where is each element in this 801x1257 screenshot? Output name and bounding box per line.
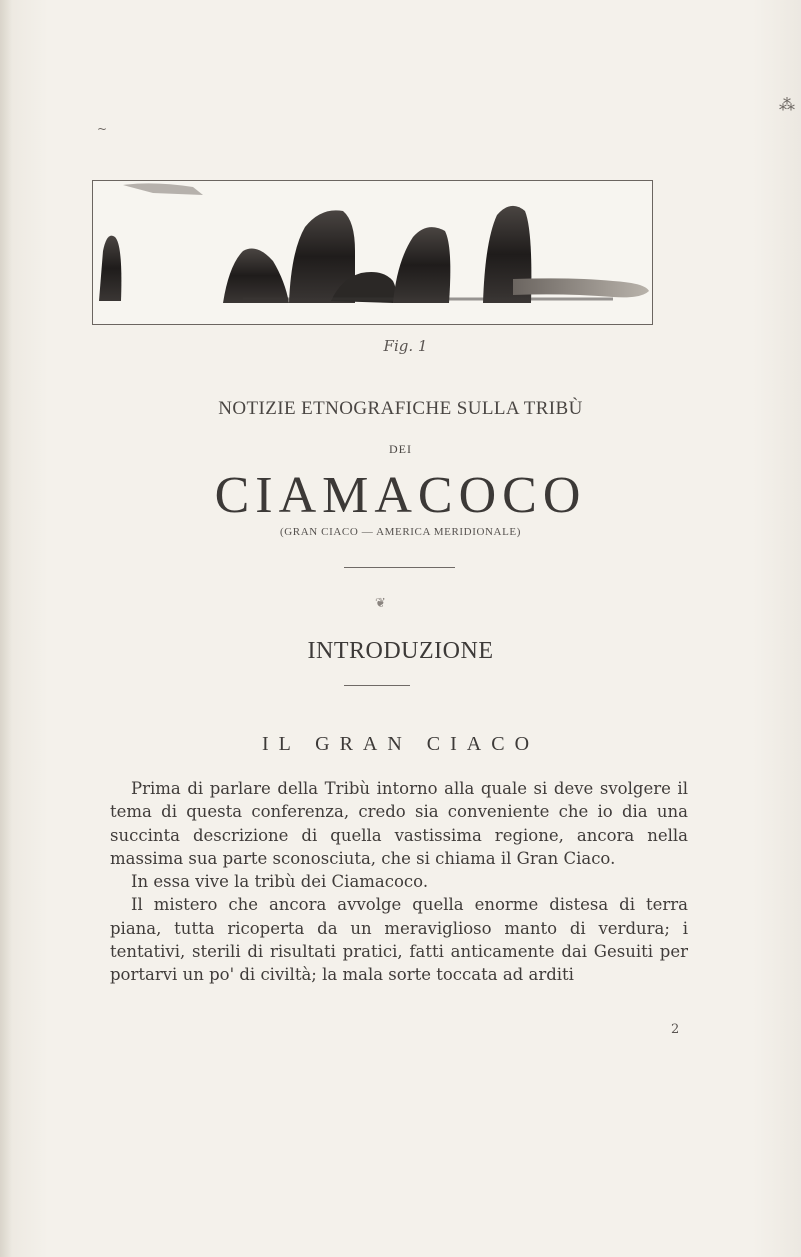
section-title: INTRODUZIONE [307, 638, 494, 664]
ornament-mark: ❦ [375, 596, 386, 611]
divider-rule [344, 567, 455, 568]
divider-rule [344, 685, 410, 686]
figure-caption: Fig. 1 [383, 337, 428, 355]
header-line-2: DEI [389, 442, 412, 456]
chapter-title: IL GRAN CIACO [261, 733, 540, 755]
artifacts-illustration [93, 181, 652, 324]
paragraph: Il mistero che ancora avvolge quella enorme distesa di terra piana, tutta ricoperta da un meraviglioso manto di verdura; i tentativi, sterili di risultati pratici, fatti anticamente dai Gesuiti per portarvi un po' di civiltà; la mala sorte toccata ad arditi [110, 895, 688, 985]
page-edge-shadow [0, 0, 12, 1257]
document-subtitle: (GRAN CIACO — AMERICA MERIDIONALE) [279, 526, 521, 538]
figure-illustration [92, 180, 653, 325]
page-number: 2 [671, 1022, 680, 1037]
paragraph: In essa vive la tribù dei Ciamacoco. [131, 872, 429, 892]
ink-speck: ~ [97, 122, 108, 136]
header-line-1: NOTIZIE ETNOGRAFICHE SULLA TRIBÙ [218, 398, 583, 419]
paragraph: Prima di parlare della Tribù intorno alla quale si deve svolgere il tema di questa conferenza, credo sia conveniente che io dia una succinta descrizione di quella vastissima regione, ancora nella massima sua parte sconosciuta, che si chiama il Gran Ciaco. [110, 779, 688, 868]
body-text [110, 777, 688, 987]
document-title: CIAMACOCO [214, 467, 587, 524]
ink-speck: ⁂ [779, 95, 795, 114]
